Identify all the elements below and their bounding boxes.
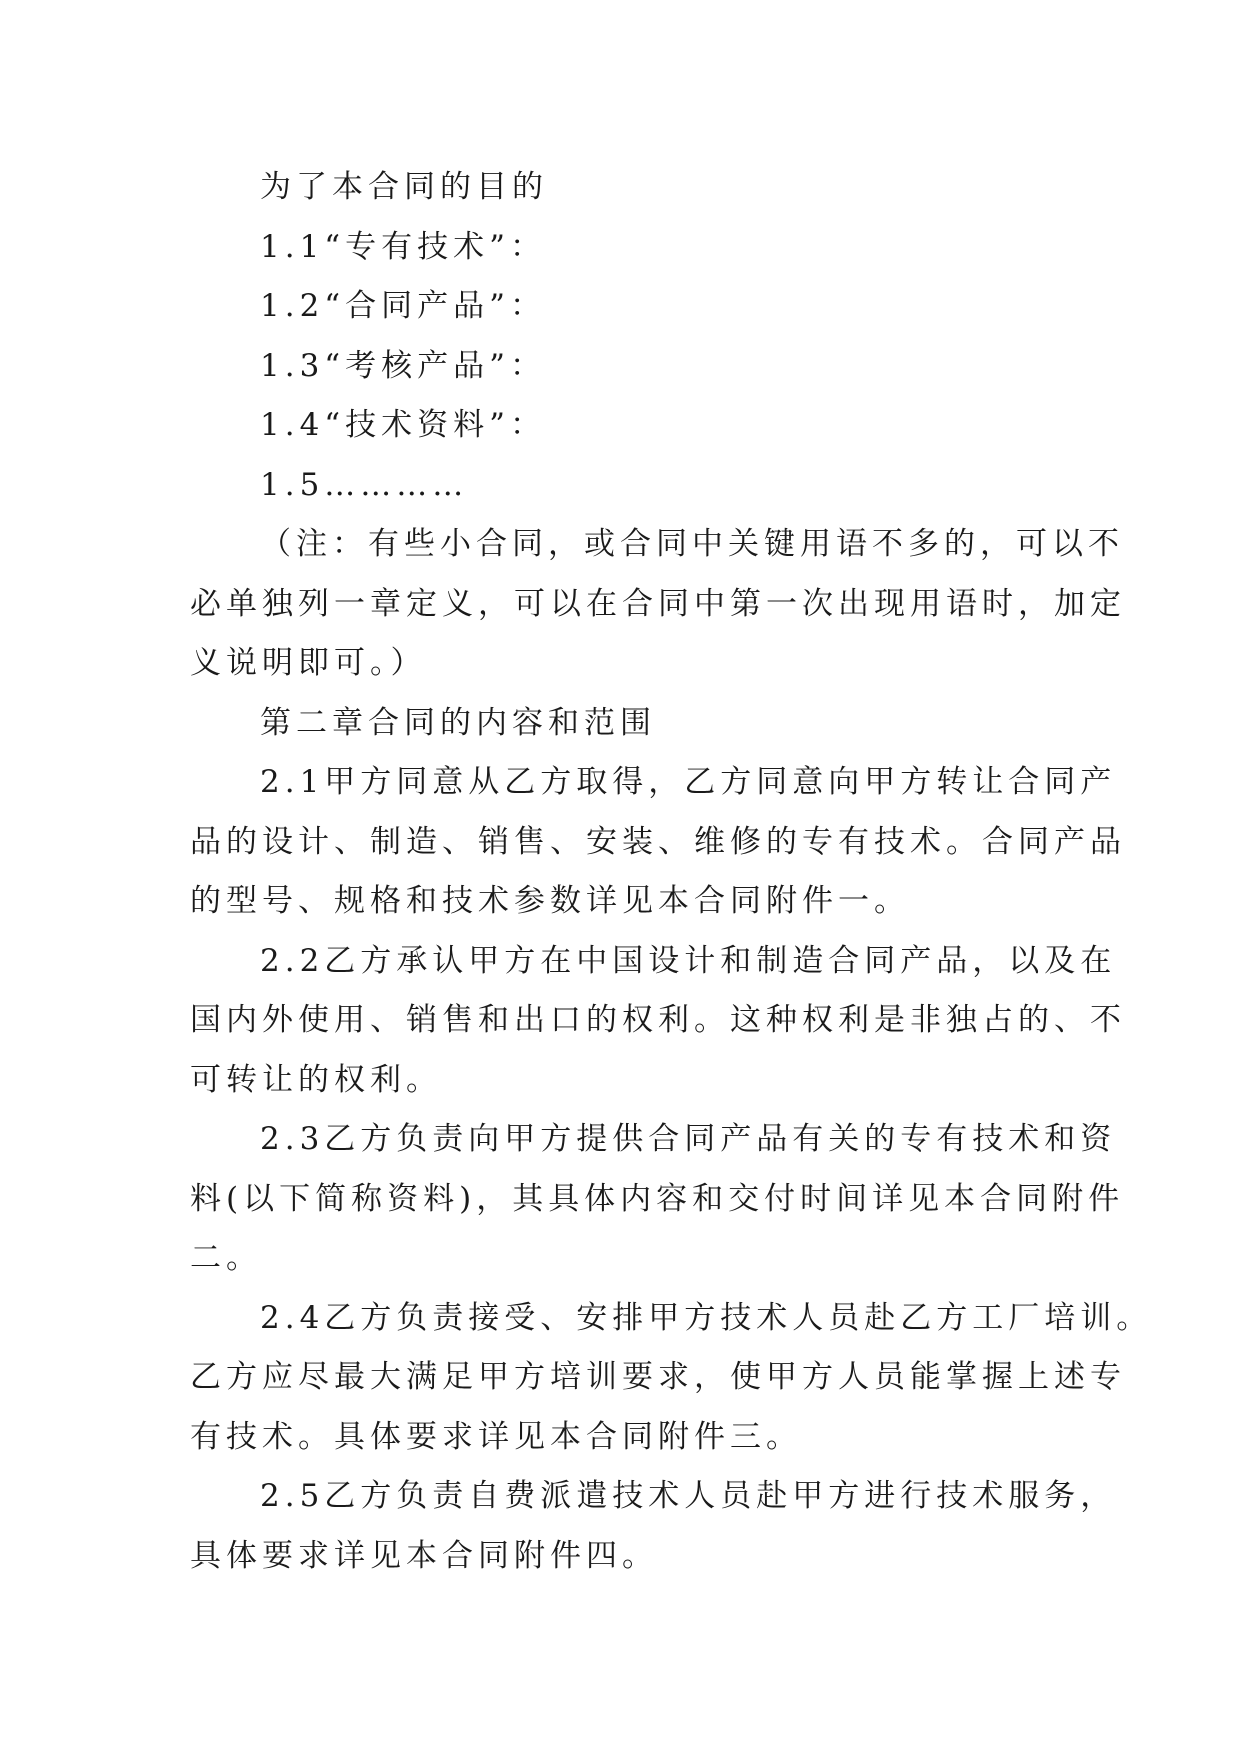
note-line-1: （注：有些小合同，或合同中关键用语不多的，可以不 [260,526,1124,562]
clause-2-2-line-2: 国内外使用、销售和出口的权利。这种权利是非独占的、不 [190,1002,1126,1038]
clause-2-4-line-2: 乙方应尽最大满足甲方培训要求，使甲方人员能掌握上述专 [190,1359,1126,1395]
clause-2-5-line-2: 具体要求详见本合同附件四。 [190,1537,658,1574]
clause-2-3-line-3: 二。 [190,1240,262,1276]
clause-2-2-line-1: 2.2乙方承认甲方在中国设计和制造合同产品，以及在 [260,942,1117,979]
clause-2-1-line-3: 的型号、规格和技术参数详见本合同附件一。 [190,883,910,919]
clause-2-2-line-3: 可转让的权利。 [190,1061,442,1098]
clause-2-5-line-1: 2.5乙方负责自费派遣技术人员赴甲方进行技术服务， [260,1478,1117,1514]
definition-1-2: 1.2“合同产品”： [260,288,546,324]
clause-2-4-line-3: 有技术。具体要求详见本合同附件三。 [190,1418,802,1455]
definition-1-4: 1.4“技术资料”： [260,407,546,443]
definition-1-3: 1.3“考核产品”： [260,347,546,384]
clause-2-3-line-2: 料(以下简称资料)，其具体内容和交付时间详见本合同附件 [190,1180,1125,1217]
definition-1-5: 1.5………… [260,466,469,503]
intro-line: 为了本合同的目的 [260,169,548,205]
clause-2-1-line-1: 2.1甲方同意从乙方取得，乙方同意向甲方转让合同产 [260,764,1117,800]
definition-1-1: 1.1“专有技术”： [260,228,546,265]
clause-2-3-line-1: 2.3乙方负责向甲方提供合同产品有关的专有技术和资 [260,1121,1117,1157]
document-body [190,158,1153,1586]
clause-2-1-line-2: 品的设计、制造、销售、安装、维修的专有技术。合同产品 [190,823,1126,860]
chapter-heading: 第二章合同的内容和范围 [260,704,656,741]
clause-2-4-line-1: 2.4乙方负责接受、安排甲方技术人员赴乙方工厂培训。 [260,1299,1153,1336]
note-line-2: 必单独列一章定义，可以在合同中第一次出现用语时，加定 [190,585,1126,622]
note-line-3: 义说明即可。） [190,645,427,681]
